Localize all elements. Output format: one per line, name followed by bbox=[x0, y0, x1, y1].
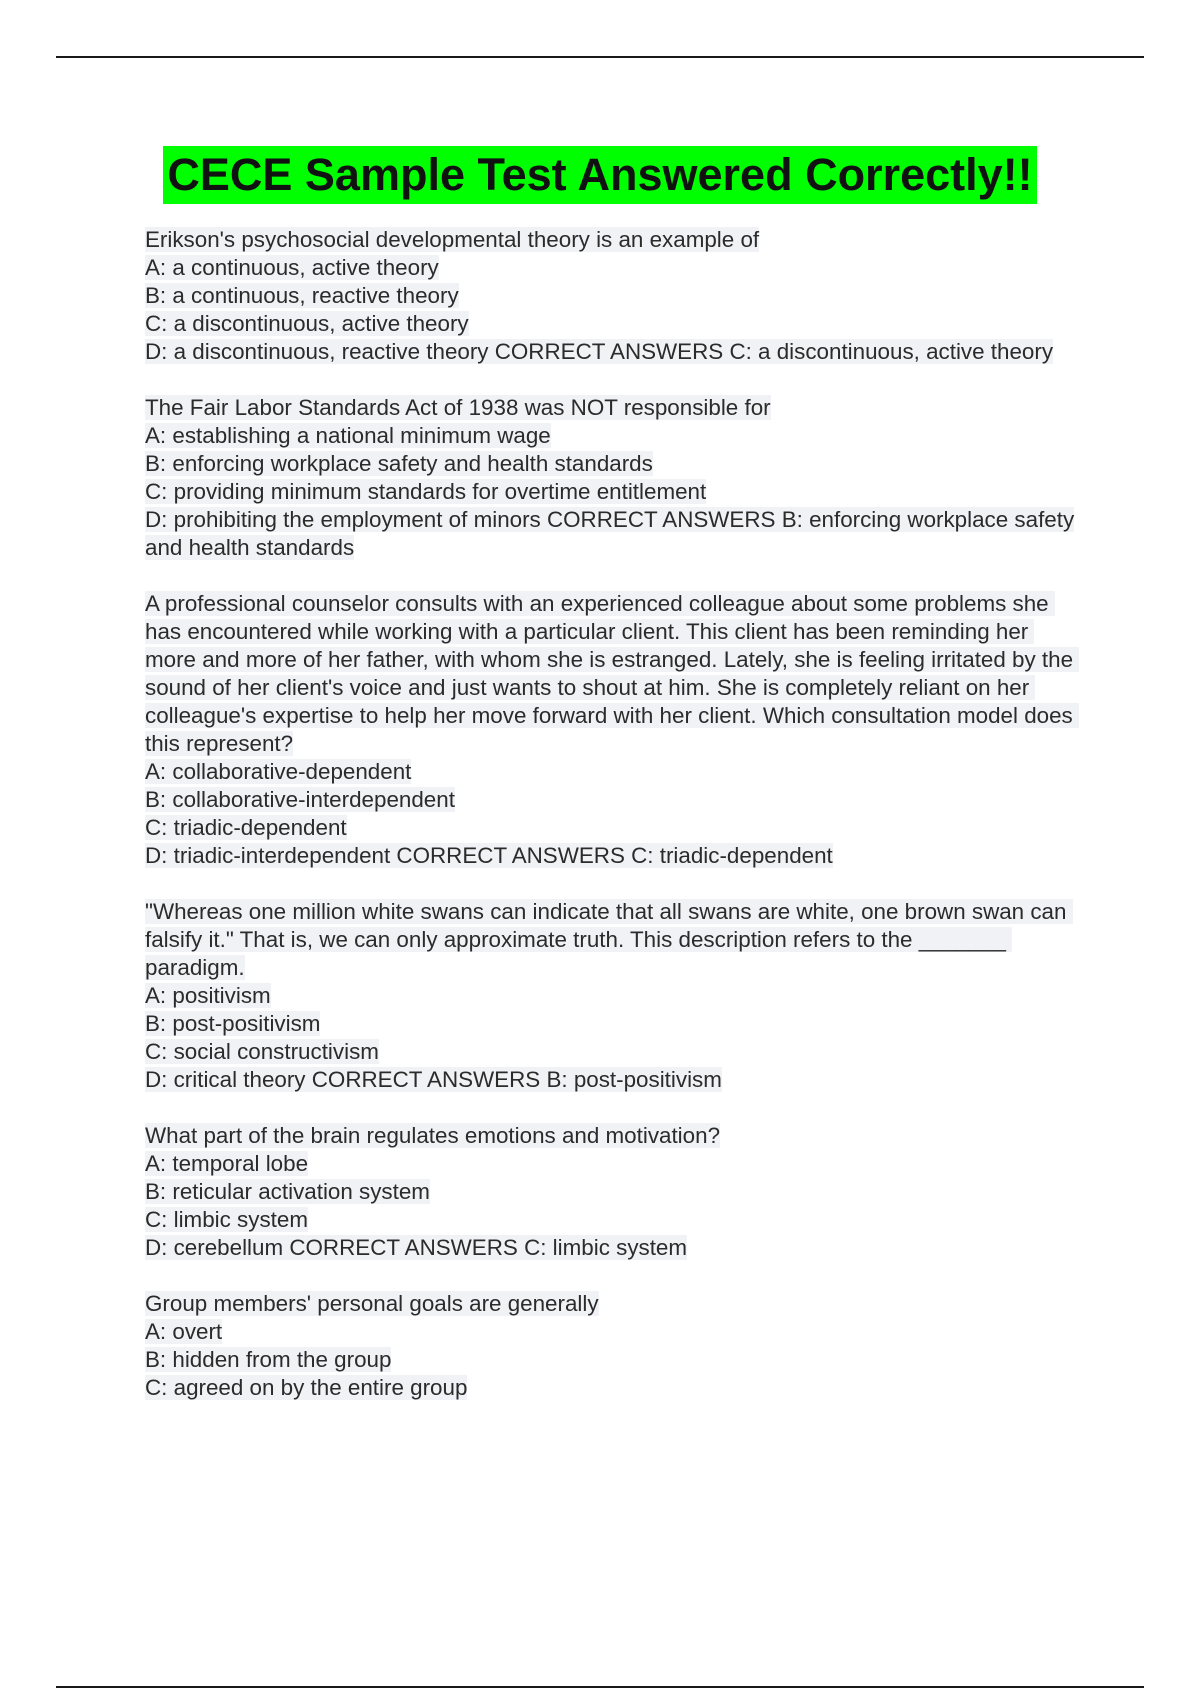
question-3 bbox=[145, 590, 1085, 870]
option-b: B: hidden from the group bbox=[145, 1347, 392, 1372]
question-stem: A professional counselor consults with an experienced colleague about some problems she has encountered while working with a particular client. This client has been reminding her more and more of her father, with whom she is estranged. Lately, she is feeling irritated by the sound of her client's voice and just wants to shout at him. She is completely reliant on her colleague's expertise to help her move forward with her client. Which consultation model does this represent? bbox=[145, 591, 1080, 756]
question-stem: Group members' personal goals are generally bbox=[145, 1291, 599, 1316]
option-b: B: reticular activation system bbox=[145, 1179, 430, 1204]
top-divider bbox=[56, 56, 1144, 58]
option-c: C: triadic-dependent bbox=[145, 815, 347, 840]
option-c: C: limbic system bbox=[145, 1207, 308, 1232]
option-a: A: positivism bbox=[145, 983, 271, 1008]
question-stem: The Fair Labor Standards Act of 1938 was NOT responsible for bbox=[145, 395, 771, 420]
option-d-with-answer: D: cerebellum CORRECT ANSWERS C: limbic system bbox=[145, 1235, 688, 1260]
question-4 bbox=[145, 898, 1085, 1094]
option-a: A: temporal lobe bbox=[145, 1151, 309, 1176]
option-a: A: a continuous, active theory bbox=[145, 255, 439, 280]
bottom-divider bbox=[56, 1686, 1144, 1688]
question-2 bbox=[145, 394, 1085, 562]
option-c: C: a discontinuous, active theory bbox=[145, 311, 469, 336]
option-d-with-answer: D: prohibiting the employment of minors CORRECT ANSWERS B: enforcing workplace safety and health standards bbox=[145, 507, 1075, 560]
option-a: A: collaborative-dependent bbox=[145, 759, 412, 784]
question-list bbox=[145, 226, 1085, 1430]
question-6 bbox=[145, 1290, 1085, 1402]
option-d-with-answer: D: a discontinuous, reactive theory CORRECT ANSWERS C: a discontinuous, active theory bbox=[145, 339, 1054, 364]
question-stem: "Whereas one million white swans can indicate that all swans are white, one brown swan can falsify it." That is, we can only approximate truth. This description refers to the _______ paradigm. bbox=[145, 899, 1073, 980]
option-a: A: overt bbox=[145, 1319, 223, 1344]
option-c: C: social constructivism bbox=[145, 1039, 379, 1064]
option-b: B: post-positivism bbox=[145, 1011, 321, 1036]
option-d-with-answer: D: critical theory CORRECT ANSWERS B: post-positivism bbox=[145, 1067, 722, 1092]
option-d-with-answer: D: triadic-interdependent CORRECT ANSWERS C: triadic-dependent bbox=[145, 843, 833, 868]
question-stem: What part of the brain regulates emotions and motivation? bbox=[145, 1123, 721, 1148]
question-1 bbox=[145, 226, 1085, 366]
question-5 bbox=[145, 1122, 1085, 1262]
option-a: A: establishing a national minimum wage bbox=[145, 423, 551, 448]
option-b: B: a continuous, reactive theory bbox=[145, 283, 459, 308]
option-c: C: agreed on by the entire group bbox=[145, 1375, 468, 1400]
option-b: B: enforcing workplace safety and health standards bbox=[145, 451, 653, 476]
option-c: C: providing minimum standards for overtime entitlement bbox=[145, 479, 707, 504]
title-container bbox=[0, 146, 1200, 204]
question-stem: Erikson's psychosocial developmental theory is an example of bbox=[145, 227, 760, 252]
option-b: B: collaborative-interdependent bbox=[145, 787, 455, 812]
document-title: CECE Sample Test Answered Correctly!! bbox=[163, 146, 1036, 204]
